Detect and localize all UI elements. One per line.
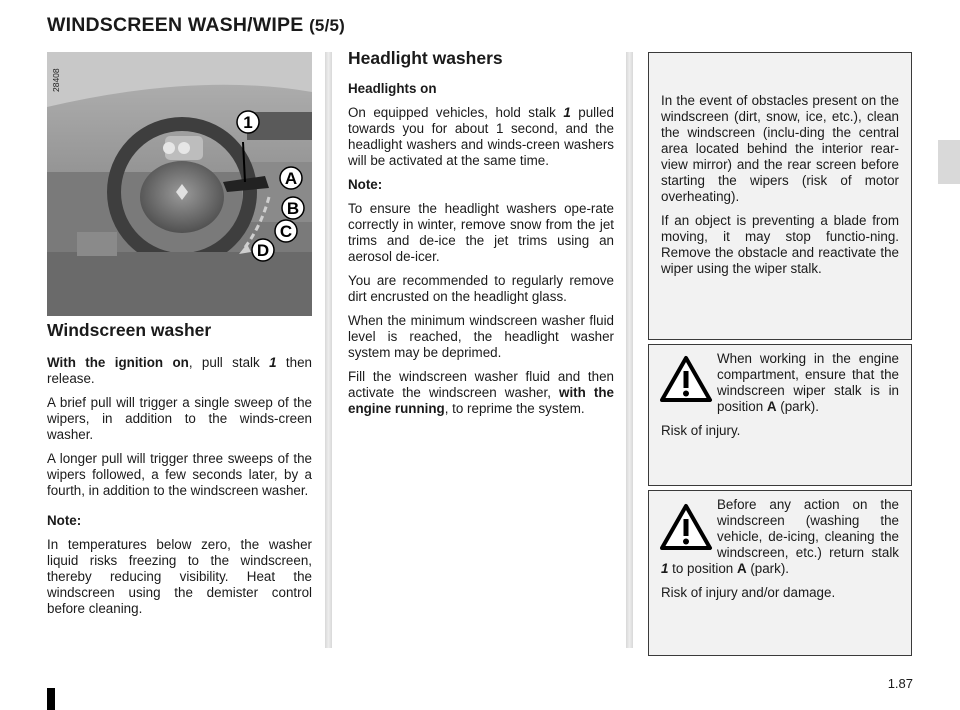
windscreen-washer-heading: Windscreen washer	[47, 320, 212, 340]
headlights-on-subheading: Headlights on	[348, 81, 437, 96]
title-part: (5/5)	[309, 16, 346, 35]
info-p1: In the event of obstacles present on the windscreen (dirt, snow, ice, etc.), clean the windscreen (inclu-ding the central area located behind the interior rear-view mirror) and the rear screen before starting the wipers (risk of motor overheating).	[661, 93, 899, 204]
washer-note-text: In temperatures below zero, the washer liquid risks freezing to the windscreen, thereby reducing visibility. Heat the windscreen using the demister control before cleaning.	[47, 537, 312, 616]
warning-triangle-icon	[659, 355, 713, 403]
headlight-washers-heading: Headlight washers	[348, 48, 503, 68]
column-divider-2	[626, 52, 633, 648]
warning2-risk: Risk of injury and/or damage.	[661, 585, 836, 600]
dashboard-illustration	[47, 52, 312, 316]
headlight-p3: When the minimum windscreen washer fluid level is reached, the headlight washer system may be deprimed.	[348, 313, 614, 360]
headlight-note-text: To ensure the headlight washers ope-rate correctly in winter, remove snow from the jet trims and de-ice the jet trims using an aerosol de-icer.	[348, 201, 614, 264]
headlight-note-label: Note:	[348, 177, 383, 192]
washer-p3: A longer pull will trigger three sweeps of the wipers followed, a few seconds later, by a fourth, in addition to the windscreen washer.	[47, 451, 312, 498]
page-number: 1.87	[887, 676, 913, 691]
chapter-tab	[938, 140, 960, 184]
headlight-p4: Fill the windscreen washer fluid and then activate the windscreen washer, with the engine running, to reprime the system.	[348, 369, 614, 416]
info-box	[648, 52, 912, 340]
warning-box-engine	[648, 344, 912, 486]
callout-a: A	[284, 169, 298, 188]
warning2-text: Before any action on the windscreen (washing the vehicle, de-icing, cleaning the windscreen, etc.) return stalk 1 to position A (park).	[661, 497, 899, 576]
warning1-risk: Risk of injury.	[661, 423, 741, 438]
image-id: 28408	[51, 68, 61, 92]
washer-p1: With the ignition on, pull stalk 1 then release.	[47, 355, 312, 386]
dashboard-photo	[47, 52, 312, 316]
column-divider-1	[325, 52, 332, 648]
page-title	[47, 14, 345, 37]
washer-note-label: Note:	[47, 513, 82, 528]
washer-p2: A brief pull will trigger a single sweep of the wipers, in addition to the winds-creen washer.	[47, 395, 312, 442]
callout-b: B	[286, 199, 300, 218]
callout-1: 1	[243, 113, 253, 132]
warning-box-windscreen	[648, 490, 912, 656]
footer-mark	[47, 688, 55, 710]
headlight-p1: On equipped vehicles, hold stalk 1 pulled towards you for about 1 second, and the headlight washers and winds-creen washers will be activated at the same time.	[348, 105, 614, 168]
warning1-text: When working in the engine compartment, ensure that the windscreen wiper stalk is in position A (park).	[717, 351, 899, 414]
title-text: WINDSCREEN WASH/WIPE	[47, 14, 304, 36]
windscreen-washer-section	[47, 320, 312, 625]
callout-c: C	[279, 222, 293, 241]
warning-triangle-icon	[659, 503, 713, 551]
info-p2: If an object is preventing a blade from moving, it may stop functio-ning. Remove the obstacle and reactivate the wiper using the wiper stalk.	[661, 213, 899, 276]
callout-d: D	[256, 241, 270, 260]
headlight-washers-section	[348, 48, 614, 425]
headlight-p2: You are recommended to regularly remove dirt encrusted on the headlight glass.	[348, 273, 614, 304]
